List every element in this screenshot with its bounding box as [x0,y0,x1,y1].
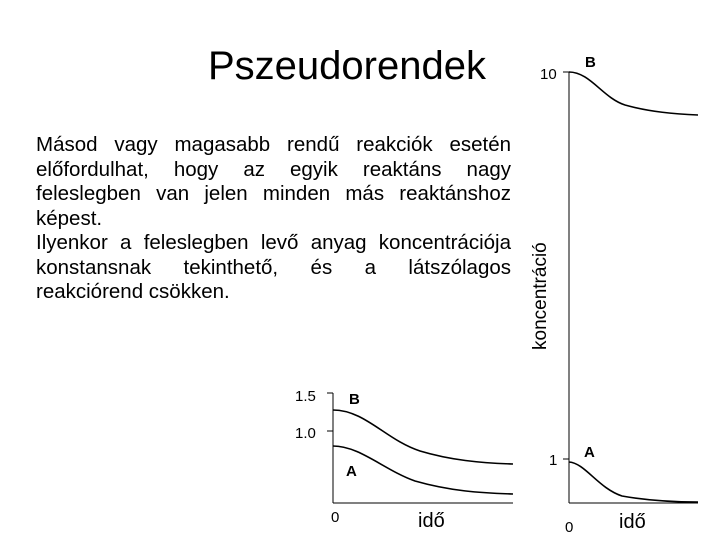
left-series-a-label: A [346,463,357,480]
left-series-b-label: B [349,391,360,408]
right-x-origin-label: 0 [565,519,574,536]
right-chart [530,54,698,536]
left-chart [295,388,513,532]
paragraph-1: Másod vagy magasabb rendű reakciók esetén előfordulhat, hogy az egyik reaktáns nagy feleslegben van jelen minden más reaktánshoz képest. [36,133,511,230]
right-curve-a [569,462,698,502]
paragraph-2: Ilyenkor a feleslegben levő anyag koncentrációja konstansnak tekinthető, és a látszólagos reakciórend csökken. [36,231,511,303]
left-xlabel: idő [418,510,445,532]
right-ytick-10: 10 [540,66,557,83]
right-ylabel: koncentráció [530,242,551,350]
right-curve-b [569,72,698,115]
left-curve-a [333,446,513,494]
left-ytick-1-5: 1.5 [295,388,316,405]
left-curve-b [333,410,513,464]
slide-title: Pszeudorendek [208,44,486,88]
left-ytick-1-0: 1.0 [295,425,316,442]
right-series-a-label: A [584,444,595,461]
right-series-b-label: B [585,54,596,71]
right-ytick-1: 1 [549,452,558,469]
left-x-origin-label: 0 [331,509,340,526]
right-xlabel: idő [619,511,646,533]
